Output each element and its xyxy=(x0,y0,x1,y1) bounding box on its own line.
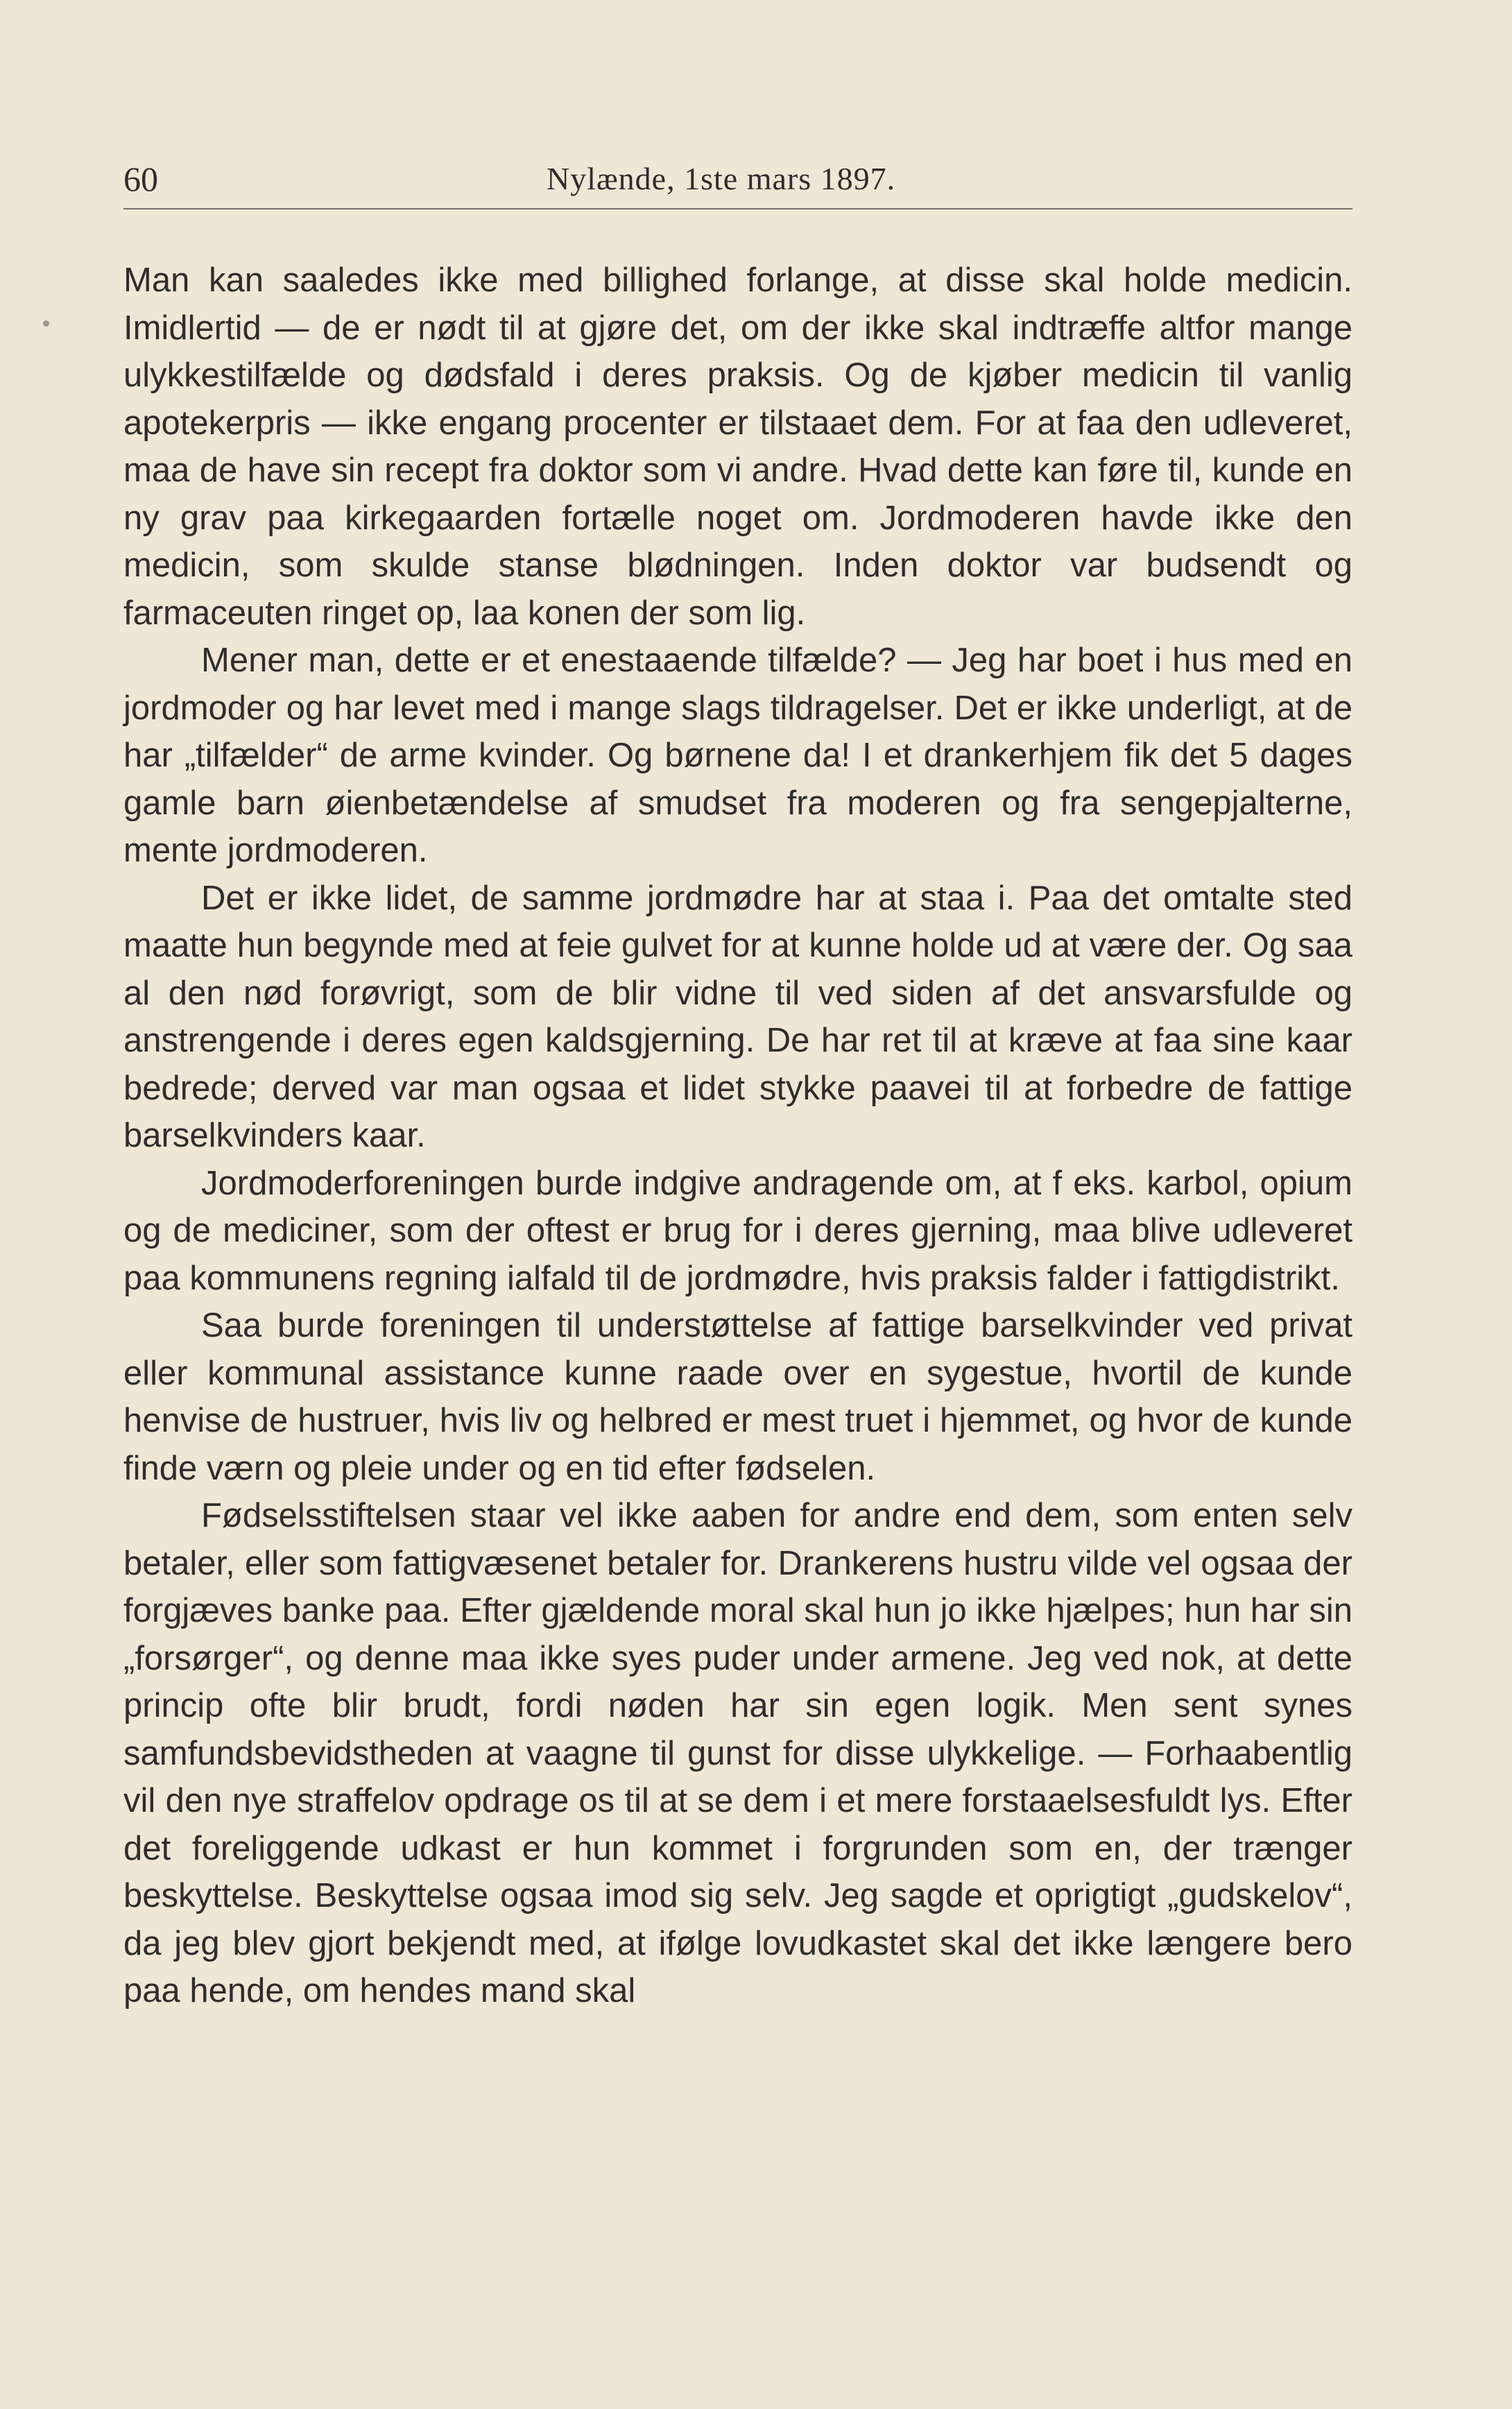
margin-speck xyxy=(43,320,49,327)
paragraph: Det er ikke lidet, de samme jordmødre har at staa i. Paa det omtalte sted maatte hun begynde med at feie gulvet for at kunne holde ud at være der. Og saa al den nød forøvrigt, som de blir vidne til ved siden af det ansvarsfulde og anstrengende i deres egen kaldsgjerning. De har ret til at kræve at faa sine kaar bedrede; derved var man ogsaa et lidet stykke paavei til at forbedre de fattige barselkvinders kaar. xyxy=(123,879,1352,1154)
paragraph: Mener man, dette er et enestaaende tilfælde? — Jeg har boet i hus med en jordmoder og har levet med i mange slags tildragelser. Det er ikke underligt, at de har „tilfælder“ de arme kvinder. Og børnene da! I et drankerhjem fik det 5 dages gamle barn øienbetændelse af smudset fra moderen og fra sengepjalterne, mente jordmoderen. xyxy=(123,642,1352,869)
paragraph: Fødselsstiftelsen staar vel ikke aaben for andre end dem, som enten selv betaler, eller som fattigvæsenet betaler for. Drankerens hustru vilde vel ogsaa der forgjæves banke paa. Efter gjældende moral skal hun jo ikke hjælpes; hun har sin „forsørger“, og denne maa ikke syes puder under armene. Jeg ved nok, at dette princip ofte blir brudt, fordi nøden har sin egen logik. Men sent synes samfundsbevidstheden at vaagne til gunst for disse ulykkelige. — Forhaabentlig vil den nye straffelov opdrage os til at se dem i et mere forstaaelsesfuldt lys. Efter det foreliggende udkast er hun kommet i forgrunden som en, der trænger beskyttelse. Beskyttelse ogsaa imod sig selv. Jeg sagde et oprigtigt „gudskelov“, da jeg blev gjort bekjendt med, at ifølge lovudkastet skal det ikke længere bero paa hende, om hendes mand skal xyxy=(123,1497,1352,2009)
running-head: Nylænde, 1ste mars 1897. xyxy=(547,161,896,196)
paragraph: Jordmoderforeningen burde indgive andragende om, at f eks. karbol, opium og de mediciner, som der oftest er brug for i deres gjerning, maa blive udleveret paa kommunens regning ialfald til de jordmødre, hvis praksis falder i fattigdistrikt. xyxy=(123,1164,1352,1297)
paragraph: Saa burde foreningen til understøttelse af fattige barselkvinder ved privat eller kommunal assistance kunne raade over en sygestue, hvortil de kunde henvise de hustruer, hvis liv og helbred er mest truet i hjemmet, og hvor de kunde finde værn og pleie under og en tid efter fødselen. xyxy=(123,1307,1352,1487)
paragraph: Man kan saaledes ikke med billighed forlange, at disse skal holde medicin. Imidlertid — de er nødt til at gjøre det, om der ikke skal indtræffe altfor mange ulykkestilfælde og dødsfald i deres praksis. Og de kjøber medicin til vanlig apotekerpris — ikke engang procenter er tilstaaet dem. For at faa den udleveret, maa de have sin recept fra doktor som vi andre. Hvad dette kan føre til, kunde en ny grav paa kirkegaarden fortælle noget om. Jordmoderen havde ikke den medicin, som skulde stanse blødningen. Inden doktor var budsendt og farmaceuten ringet op, laa konen der som lig. xyxy=(123,262,1352,632)
article-body xyxy=(123,257,1352,2015)
page-number: 60 xyxy=(123,160,158,198)
page-header xyxy=(123,157,1352,209)
